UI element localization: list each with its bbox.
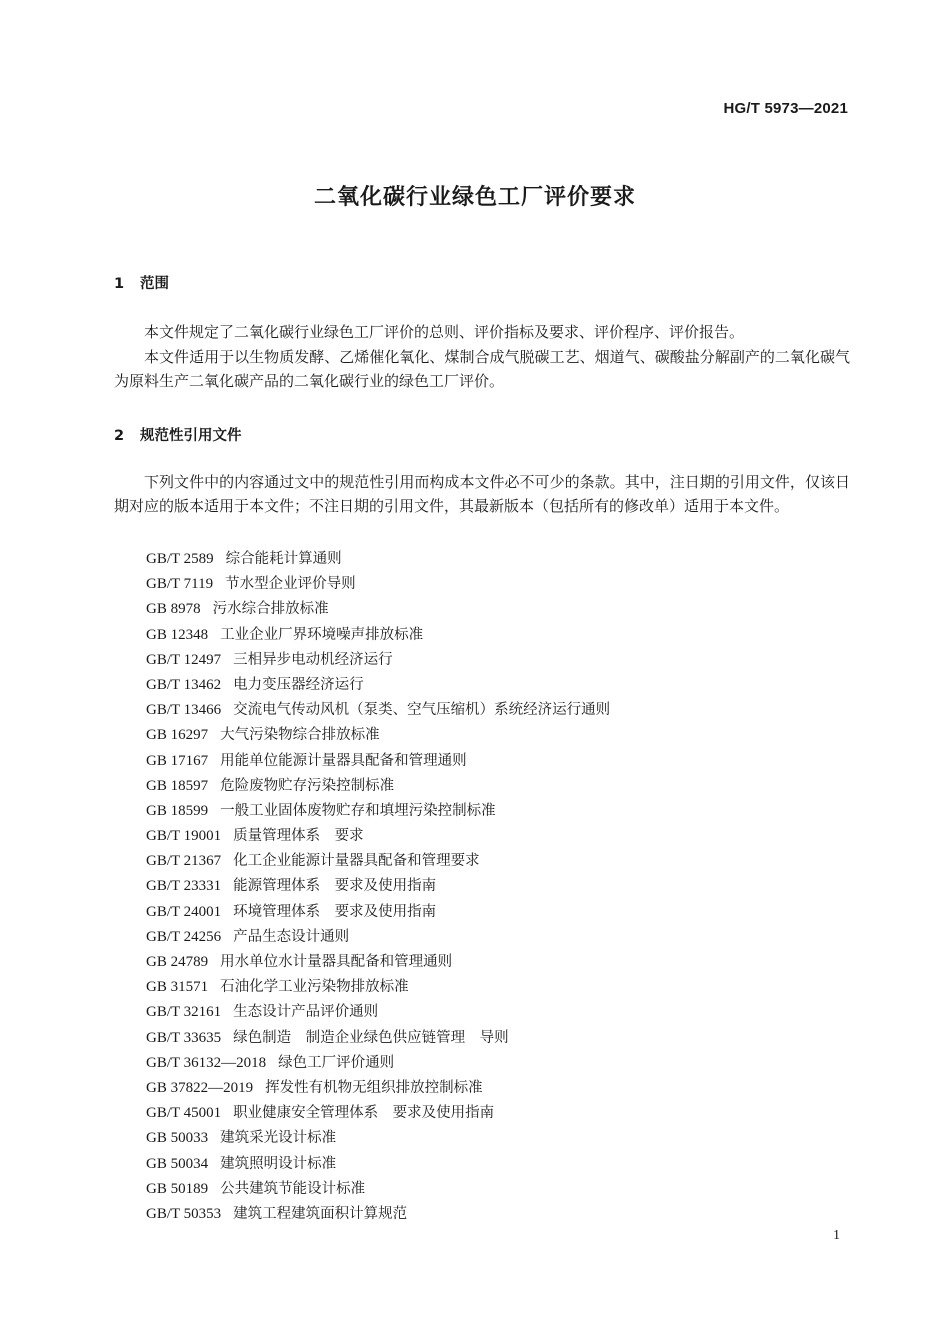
reference-item <box>146 1151 610 1176</box>
reference-code: GB/T 45001 <box>146 1105 222 1122</box>
reference-code: GB 17167 <box>146 752 209 769</box>
reference-item <box>146 924 610 949</box>
scope-paragraph-1: 本文件规定了二氧化碳行业绿色工厂评价的总则、评价指标及要求、评价程序、评价报告。 <box>144 323 745 341</box>
reference-code: GB/T 2589 <box>146 551 214 567</box>
reference-code: GB 16297 <box>146 727 209 744</box>
section-number: 1 <box>114 276 125 292</box>
reference-code: GB/T 13462 <box>146 676 222 693</box>
reference-title: 绿色工厂评价通则 <box>278 1054 395 1071</box>
reference-item <box>146 1075 610 1100</box>
reference-title: 能源管理体系 要求及使用指南 <box>233 878 437 895</box>
reference-item <box>146 697 610 722</box>
reference-title: 建筑照明设计标准 <box>220 1155 337 1172</box>
reference-item <box>146 974 610 999</box>
reference-code: GB/T 12497 <box>146 651 222 668</box>
reference-item <box>146 999 610 1024</box>
reference-title: 建筑采光设计标准 <box>220 1130 337 1147</box>
document-title: 二氧化碳行业绿色工厂评价要求 <box>313 185 636 210</box>
reference-title: 交流电气传动风机（泵类、空气压缩机）系统经济运行通则 <box>233 702 611 719</box>
reference-item <box>146 773 610 798</box>
reference-title: 公共建筑节能设计标准 <box>220 1180 366 1197</box>
reference-title: 质量管理体系 要求 <box>233 828 364 845</box>
reference-title: 综合能耗计算通则 <box>225 551 342 567</box>
reference-item <box>146 848 610 873</box>
reference-item <box>146 949 610 974</box>
reference-title: 绿色制造 制造企业绿色供应链管理 导则 <box>233 1029 509 1046</box>
page-number: 1 <box>833 1228 840 1243</box>
reference-title: 石油化学工业污染物排放标准 <box>220 979 409 996</box>
section-heading-normative-references <box>114 424 242 445</box>
reference-item <box>146 546 610 571</box>
reference-code: GB/T 24256 <box>146 928 222 945</box>
reference-code: GB 18597 <box>146 777 209 794</box>
reference-item <box>146 672 610 697</box>
reference-code: GB 50034 <box>146 1155 209 1172</box>
references-intro-paragraph: 下列文件中的内容通过文中的规范性引用而构成本文件必不可少的条款。其中，注日期的引用文件，仅该日期对应的版本适用于本文件；不注日期的引用文件，其最新版本（包括所有的修改单）适用于本文件。 <box>114 473 850 515</box>
reference-item <box>146 748 610 773</box>
reference-title: 危险废物贮存污染控制标准 <box>220 777 395 794</box>
scope-paragraph-2: 本文件适用于以生物质发酵、乙烯催化氧化、煤制合成气脱碳工艺、烟道气、碳酸盐分解副产的二氧化碳气为原料生产二氧化碳产品的二氧化碳行业的绿色工厂评价。 <box>114 348 850 390</box>
reference-title: 三相异步电动机经济运行 <box>233 651 393 668</box>
reference-title: 污水综合排放标准 <box>212 601 329 618</box>
reference-item <box>146 1125 610 1150</box>
reference-item <box>146 1176 610 1201</box>
reference-title: 电力变压器经济运行 <box>233 676 364 693</box>
reference-item <box>146 873 610 898</box>
reference-title: 工业企业厂界环境噪声排放标准 <box>220 626 424 643</box>
reference-code: GB 18599 <box>146 802 209 819</box>
reference-item <box>146 647 610 672</box>
reference-item <box>146 622 610 647</box>
reference-title: 用水单位水计量器具配备和管理通则 <box>220 954 453 970</box>
reference-code: GB/T 36132—2018 <box>146 1054 267 1071</box>
section-number: 2 <box>114 428 125 444</box>
reference-title: 职业健康安全管理体系 要求及使用指南 <box>233 1105 495 1122</box>
reference-item <box>146 899 610 924</box>
reference-code: GB 24789 <box>146 954 209 970</box>
reference-code: GB/T 32161 <box>146 1004 222 1021</box>
reference-title: 化工企业能源计量器具配备和管理要求 <box>233 853 480 870</box>
reference-item <box>146 596 610 621</box>
reference-item <box>146 1201 610 1226</box>
reference-title: 大气污染物综合排放标准 <box>220 727 380 744</box>
reference-code: GB 12348 <box>146 626 209 643</box>
reference-item <box>146 1100 610 1125</box>
section-heading-scope <box>114 272 169 293</box>
reference-code: GB/T 19001 <box>146 828 222 845</box>
reference-title: 生态设计产品评价通则 <box>233 1004 379 1021</box>
reference-code: GB/T 33635 <box>146 1029 222 1046</box>
standard-code: HG/T 5973—2021 <box>723 100 848 117</box>
reference-item <box>146 823 610 848</box>
reference-title: 用能单位能源计量器具配备和管理通则 <box>220 752 467 769</box>
reference-code: GB 50189 <box>146 1180 209 1197</box>
reference-code: GB 8978 <box>146 601 201 618</box>
reference-title: 建筑工程建筑面积计算规范 <box>233 1205 408 1222</box>
reference-code: GB/T 23331 <box>146 878 222 895</box>
reference-item <box>146 722 610 747</box>
section-title: 范围 <box>140 276 169 292</box>
section-title: 规范性引用文件 <box>140 428 242 444</box>
reference-title: 环境管理体系 要求及使用指南 <box>233 903 437 920</box>
reference-list <box>146 546 610 1226</box>
reference-code: GB/T 7119 <box>146 576 214 593</box>
reference-title: 产品生态设计通则 <box>233 928 350 945</box>
reference-code: GB 37822—2019 <box>146 1079 254 1096</box>
reference-code: GB/T 21367 <box>146 853 222 870</box>
reference-code: GB 50033 <box>146 1130 209 1147</box>
reference-item <box>146 571 610 596</box>
reference-item <box>146 798 610 823</box>
reference-item <box>146 1025 610 1050</box>
reference-title: 节水型企业评价导则 <box>225 576 356 593</box>
reference-item <box>146 1050 610 1075</box>
reference-code: GB/T 13466 <box>146 702 222 719</box>
reference-title: 一般工业固体废物贮存和填埋污染控制标准 <box>220 802 496 819</box>
reference-code: GB 31571 <box>146 979 209 996</box>
reference-code: GB/T 50353 <box>146 1205 222 1222</box>
reference-title: 挥发性有机物无组织排放控制标准 <box>265 1079 483 1096</box>
reference-code: GB/T 24001 <box>146 903 222 920</box>
